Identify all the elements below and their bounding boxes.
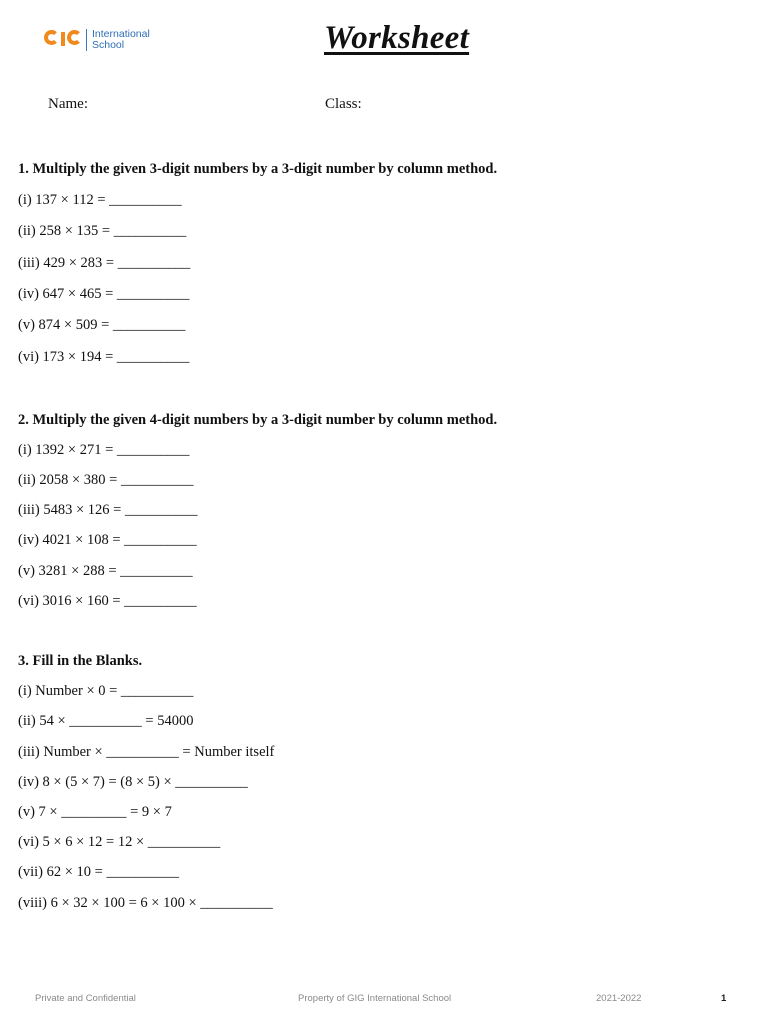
question-item: (ii) 258 × 135 = __________ <box>18 223 187 239</box>
question-item: (iv) 647 × 465 = __________ <box>18 286 190 302</box>
logo-text-line2: School <box>92 39 125 51</box>
question-item: (iv) 4021 × 108 = __________ <box>18 532 197 548</box>
question-item: (v) 7 × _________ = 9 × 7 <box>18 804 172 820</box>
question-item: (vi) 173 × 194 = __________ <box>18 349 190 365</box>
section-1-heading: 1. Multiply the given 3-digit numbers by a 3-digit number by column method. <box>18 161 498 177</box>
question-item: (v) 874 × 509 = __________ <box>18 317 186 333</box>
footer-year: 2021-2022 <box>596 993 642 1004</box>
question-item: (vi) 5 × 6 × 12 = 12 × __________ <box>18 834 221 850</box>
section-2-heading: 2. Multiply the given 4-digit numbers by a 3-digit number by column method. <box>18 412 498 428</box>
page-number: 1 <box>721 993 727 1004</box>
question-item: (ii) 2058 × 380 = __________ <box>18 472 194 488</box>
question-item: (iii) 429 × 283 = __________ <box>18 255 191 271</box>
question-item: (vi) 3016 × 160 = __________ <box>18 593 197 609</box>
question-item: (i) 1392 × 271 = __________ <box>18 442 190 458</box>
class-label: Class: <box>325 96 362 112</box>
question-item: (i) Number × 0 = __________ <box>18 683 194 699</box>
question-item: (iv) 8 × (5 × 7) = (8 × 5) × __________ <box>18 774 248 790</box>
footer-confidential: Private and Confidential <box>35 993 136 1004</box>
question-item: (iii) Number × __________ = Number itself <box>18 744 275 760</box>
school-logo <box>44 24 150 56</box>
question-item: (viii) 6 × 32 × 100 = 6 × 100 × __________ <box>18 895 273 911</box>
question-item: (i) 137 × 112 = __________ <box>18 192 182 208</box>
question-item: (v) 3281 × 288 = __________ <box>18 563 193 579</box>
question-item: (iii) 5483 × 126 = __________ <box>18 502 198 518</box>
question-item: (ii) 54 × __________ = 54000 <box>18 713 194 729</box>
logo-text <box>92 29 150 51</box>
logo-divider <box>86 29 87 51</box>
name-label: Name: <box>48 96 88 112</box>
page-title: Worksheet <box>324 20 470 56</box>
gig-logo-mark <box>44 28 84 52</box>
question-item: (vii) 62 × 10 = __________ <box>18 864 179 880</box>
logo-text-line1: International <box>92 28 150 40</box>
section-3-heading: 3. Fill in the Blanks. <box>18 653 143 669</box>
footer-property: Property of GIG International School <box>298 993 452 1004</box>
